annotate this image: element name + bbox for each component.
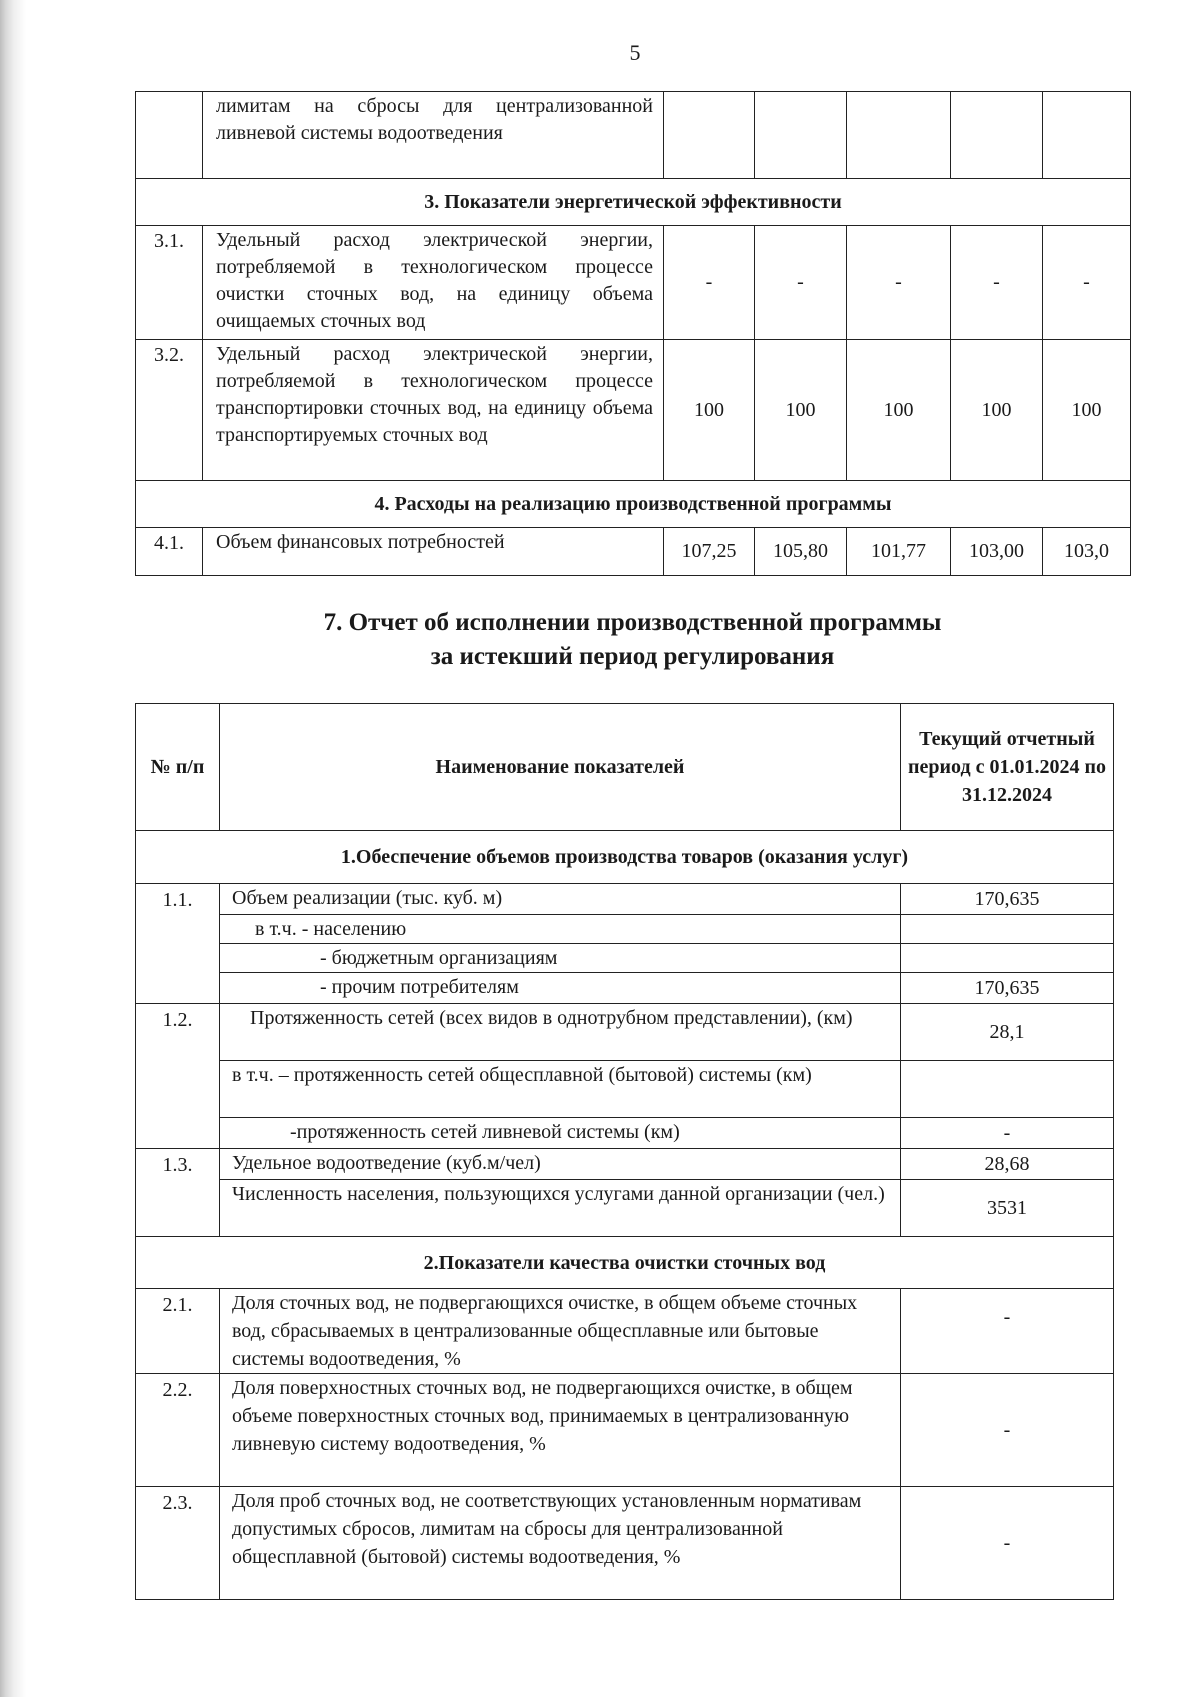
row-number: 3.1. — [136, 226, 203, 340]
row-description: Доля проб сточных вод, не соответствующих установленным нормативам допустимых сбросов, лимитам на сбросы для централизованной общесплавной (бытовой) системы водоотведения, % — [220, 1487, 901, 1600]
value-cell: 170,635 — [901, 973, 1114, 1004]
value-cell: 103,00 — [951, 528, 1043, 576]
value-cell: - — [901, 1118, 1114, 1149]
row-number-cell — [136, 92, 203, 179]
row-number: 3.2. — [136, 340, 203, 481]
header-row — [136, 704, 1114, 831]
row-description: Удельное водоотведение (куб.м/чел) — [220, 1149, 901, 1180]
value-cell: 100 — [664, 340, 755, 481]
row-description: в т.ч. - населению — [220, 915, 901, 944]
section-row — [136, 831, 1114, 884]
value-cell — [847, 92, 951, 179]
row-number: 1.3. — [136, 1149, 220, 1237]
header-name: Наименование показателей — [220, 704, 901, 831]
table-row — [136, 226, 1131, 340]
header-period: Текущий отчетный период с 01.01.2024 по 31.12.2024 — [901, 704, 1114, 831]
indicators-table-continued — [135, 91, 1131, 576]
value-cell — [1043, 92, 1131, 179]
row-description: Численность населения, пользующихся услугами данной организации (чел.) — [220, 1180, 901, 1237]
row-description: Доля поверхностных сточных вод, не подвергающихся очистке, в общем объеме поверхностных сточных вод, принимаемых в централизованную ливневую систему водоотведения, % — [220, 1374, 901, 1487]
value-cell: 100 — [755, 340, 847, 481]
row-number: 2.3. — [136, 1487, 220, 1600]
value-cell: 105,80 — [755, 528, 847, 576]
row-number: 1.1. — [136, 884, 220, 1004]
section-title: 3. Показатели энергетической эффективности — [136, 179, 1131, 226]
row-number: 4.1. — [136, 528, 203, 576]
table-row — [136, 973, 1114, 1004]
value-cell: 103,0 — [1043, 528, 1131, 576]
value-cell — [901, 1061, 1114, 1118]
value-cell — [755, 92, 847, 179]
section-heading — [135, 606, 1130, 674]
table-row — [136, 1487, 1114, 1600]
row-description: Доля сточных вод, не подвергающихся очистке, в общем объеме сточных вод, сбрасываемых в централизованные общесплавные или бытовые системы водоотведения, % — [220, 1289, 901, 1374]
value-cell: - — [1043, 226, 1131, 340]
table-row — [136, 1289, 1114, 1374]
value-cell — [664, 92, 755, 179]
row-description: Удельный расход электрической энергии, потребляемой в технологическом процессе очистки сточных вод, на единицу объема очищаемых сточных вод — [203, 226, 664, 340]
row-number: 2.2. — [136, 1374, 220, 1487]
table-row — [136, 944, 1114, 973]
value-cell: 3531 — [901, 1180, 1114, 1237]
table-row — [136, 915, 1114, 944]
value-cell: 28,1 — [901, 1004, 1114, 1061]
value-cell: 28,68 — [901, 1149, 1114, 1180]
page-number: 5 — [629, 40, 641, 65]
value-cell: - — [664, 226, 755, 340]
section-title: 1.Обеспечение объемов производства товаров (оказания услуг) — [136, 831, 1114, 884]
table-row — [136, 1149, 1114, 1180]
value-cell — [951, 92, 1043, 179]
table-row — [136, 528, 1131, 576]
value-cell: 170,635 — [901, 884, 1114, 915]
table-row — [136, 884, 1114, 915]
value-cell: 101,77 — [847, 528, 951, 576]
value-cell: - — [901, 1289, 1114, 1374]
value-cell: 100 — [847, 340, 951, 481]
table-row — [136, 1061, 1114, 1118]
table-row — [136, 1374, 1114, 1487]
value-cell: - — [901, 1374, 1114, 1487]
row-description: Протяженность сетей (всех видов в однотрубном представлении), (км) — [220, 1004, 901, 1061]
table-row — [136, 1118, 1114, 1149]
header-number: № п/п — [136, 704, 220, 831]
value-cell: - — [951, 226, 1043, 340]
heading-line-1: 7. Отчет об исполнении производственной программы — [323, 609, 942, 636]
value-cell: 107,25 — [664, 528, 755, 576]
table-row — [136, 1004, 1114, 1061]
section-row — [136, 481, 1131, 528]
row-description: в т.ч. – протяженность сетей общесплавной (бытовой) системы (км) — [220, 1061, 901, 1118]
row-description: - бюджетным организациям — [220, 944, 901, 973]
value-cell: 100 — [1043, 340, 1131, 481]
row-description: лимитам на сбросы для централизованной ливневой системы водоотведения — [203, 92, 664, 179]
table-row — [136, 1180, 1114, 1237]
value-cell: - — [755, 226, 847, 340]
section-title: 4. Расходы на реализацию производственной программы — [136, 481, 1131, 528]
value-cell: - — [901, 1487, 1114, 1600]
report-table — [135, 703, 1114, 1600]
row-description: Объем финансовых потребностей — [203, 528, 664, 576]
row-description: - прочим потребителям — [220, 973, 901, 1004]
section-title: 2.Показатели качества очистки сточных вод — [136, 1237, 1114, 1289]
row-description: Удельный расход электрической энергии, потребляемой в технологическом процессе транспортировки сточных вод, на единицу объема транспортируемых сточных вод — [203, 340, 664, 481]
value-cell — [901, 944, 1114, 973]
heading-line-2: за истекший период регулирования — [430, 643, 835, 670]
value-cell: 100 — [951, 340, 1043, 481]
row-number: 2.1. — [136, 1289, 220, 1374]
value-cell — [901, 915, 1114, 944]
table-row — [136, 92, 1131, 179]
scan-edge-shadow — [0, 0, 26, 1697]
value-cell: - — [847, 226, 951, 340]
section-row — [136, 179, 1131, 226]
row-description: -протяженность сетей ливневой системы (км) — [220, 1118, 901, 1149]
row-number: 1.2. — [136, 1004, 220, 1149]
table-row — [136, 340, 1131, 481]
section-row — [136, 1237, 1114, 1289]
row-description: Объем реализации (тыс. куб. м) — [220, 884, 901, 915]
